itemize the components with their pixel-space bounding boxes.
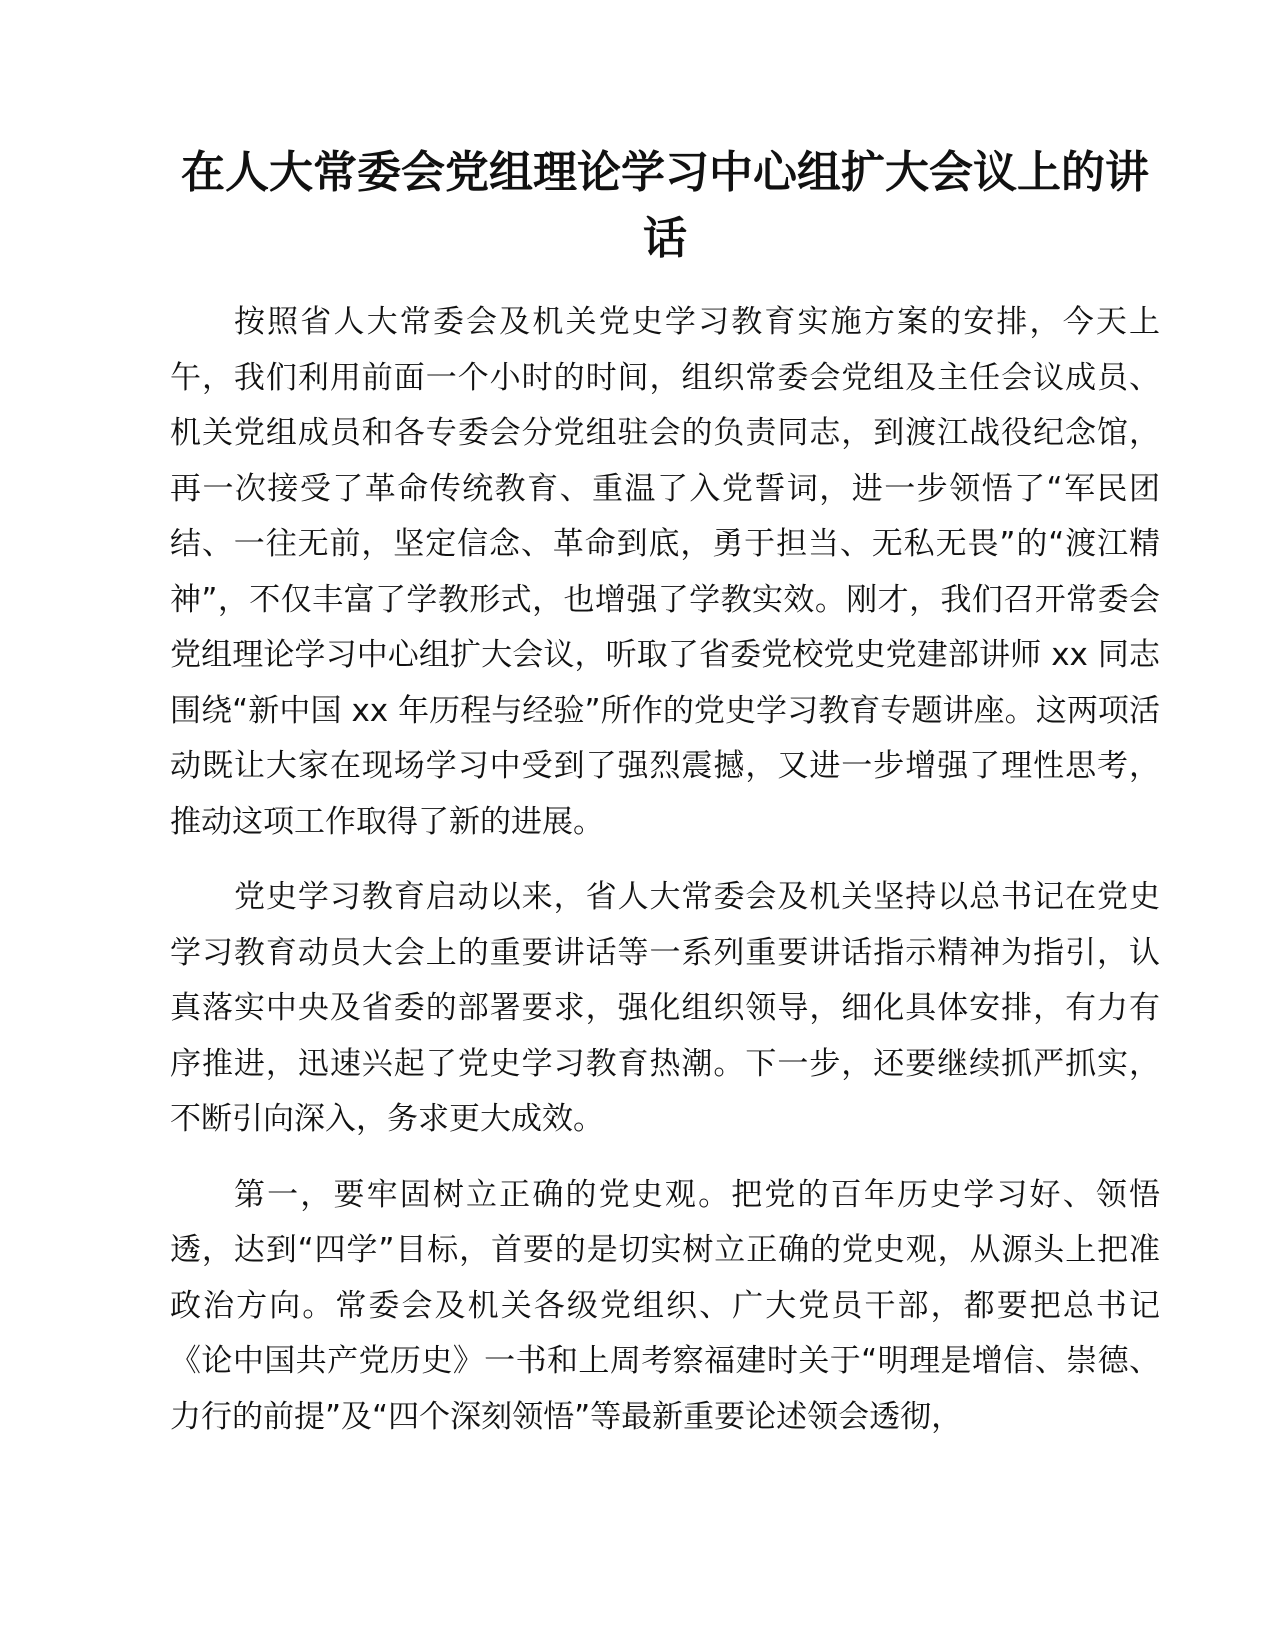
document-title: 在人大常委会党组理论学习中心组扩大会议上的讲话: [181, 147, 1149, 264]
paragraph-1: 按照省人大常委会及机关党史学习教育实施方案的安排，今天上午，我们利用前面一个小时的时间，组织常委会党组及主任会议成员、机关党组成员和各专委会分党组驻会的负责同志，到渡江战役纪念馆，再一次接受了革命传统教育、重温了入党誓词，进一步领悟了“军民团结、一往无前，坚定信念、革命到底，勇于担当、无私无畏”的“渡江精神”，不仅丰富了学教形式，也增强了学教实效。刚才，我们召开常委会党组理论学习中心组扩大会议，听取了省委党校党史党建部讲师 xx 同志围绕“新中国 xx 年历程与经验”所作的党史学习教育专题讲座。这两项活动既让大家在现场学习中受到了强烈震撼，又进一步增强了理性思考，推动这项工作取得了新的进展。: [170, 304, 1160, 840]
paragraph-2: 党史学习教育启动以来，省人大常委会及机关坚持以总书记在党史学习教育动员大会上的重要讲话等一系列重要讲话指示精神为指引，认真落实中央及省委的部署要求，强化组织领导，细化具体安排，有力有序推进，迅速兴起了党史学习教育热潮。下一步，还要继续抓严抓实，不断引向深入，务求更大成效。: [170, 879, 1160, 1137]
document-body: [170, 295, 1160, 1465]
paragraph-3: 第一，要牢固树立正确的党史观。把党的百年历史学习好、领悟透，达到“四学”目标，首要的是切实树立正确的党史观，从源头上把准政治方向。常委会及机关各级党组织、广大党员干部，都要把总书记《论中国共产党历史》一书和上周考察福建时关于“明理是增信、崇德、力行的前提”及“四个深刻领悟”等最新重要论述领会透彻，: [170, 1176, 1160, 1435]
